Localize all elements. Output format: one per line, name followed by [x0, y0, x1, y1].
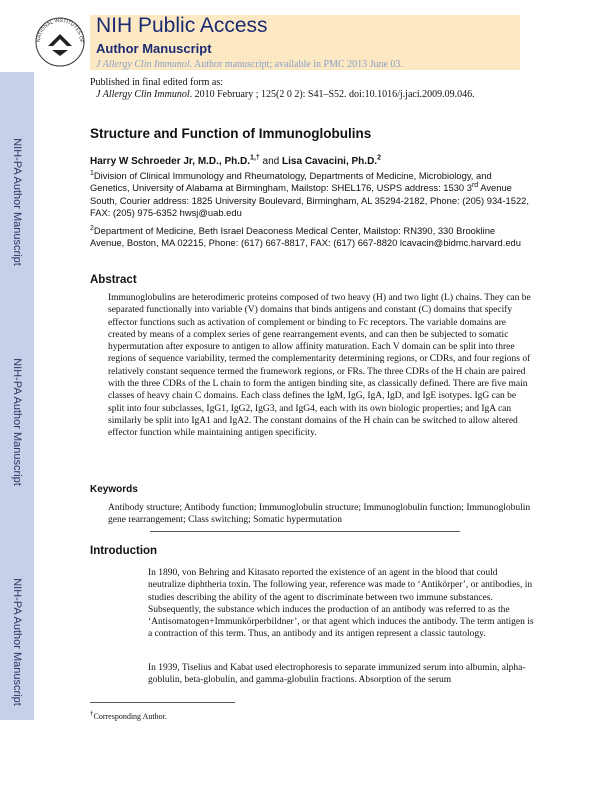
author-list: Harry W Schroeder Jr, M.D., Ph.D.$^{1,\dagger}$ and Lisa Cavacini, Ph.D.$^2$ [90, 154, 381, 167]
nih-logo-icon [34, 12, 86, 68]
abstract-heading: Abstract [90, 274, 137, 286]
nih-public-access-title: NIH Public Access [96, 14, 268, 37]
manuscript-sidebar [0, 72, 34, 720]
intro-paragraph-2: In 1939, Tiselius and Kabat used electrophoresis to separate immunized serum into albumin, alpha-goblulin, beta-globulin, and gamma-globulin fractions. Absorption of the serum [148, 663, 526, 686]
logo-text: NATIONAL INSTITUTES OF [35, 17, 85, 44]
keywords-text: Antibody structure; Antibody function; Immunoglobulin structure; Immunoglobulin function; Immunoglobulin gene rearrangement; Class switching; Somatic hypermutation [108, 503, 531, 526]
affiliation-1: $^1$Division of Clinical Immunology and Rheumatology, Departments of Medicine, Microbiology, and Genetics, University of Alabama at Birmingham, Mailstop: SHEL176, USPS address: 1530 3rd Avenue South, Courier address: 1825 University Boulevard, Birmingham, AL 35294-2182, Phone: (205) 934-1522, FAX: (205) 975-6352 hwsj@uab.edu [90, 169, 529, 218]
footnote-rule [90, 702, 235, 703]
footnote: †Corresponding Author. [90, 709, 167, 721]
author-manuscript-label: Author Manuscript [96, 41, 212, 56]
citation: J Allergy Clin Immunol. 2010 February ; 125(2 0 2): S41–S52. doi:10.1016/j.jaci.2009.09.046. [96, 89, 475, 100]
keywords-heading: Keywords [90, 484, 138, 495]
availability-note: J Allergy Clin Immunol. Author manuscript; available in PMC 2013 June 03. [96, 59, 403, 70]
sidebar-label: NIH-PA Author Manuscript [11, 358, 24, 486]
affiliation-2: $^2$Department of Medicine, Beth Israel Deaconess Medical Center, Mailstop: RN390, 330 Brookline Avenue, Boston, MA 02215, Phone: (617) 667-8817, FAX: (617) 667-8820 lcavacin@bidmc.harvard.edu [90, 224, 521, 249]
sidebar-label: NIH-PA Author Manuscript [11, 578, 24, 706]
intro-paragraph-1: In 1890, von Behring and Kitasato reported the existence of an agent in the blood that could neutralize diphtheria toxin. The following year, reference was made to ‘Antikörper’, or antibodies, in studies describing the ability of the agent to discriminate between two immune substances. Subsequently, the substance which induces the production of an antibody was referred to as the ‘Antisomatogen+Immunkörperbildner’, or that agent which induces the antibody. The term antigen is a contraction of this term. Thus, an antibody and its antigen represent a classic tautology. [148, 568, 534, 640]
section-divider [150, 531, 460, 532]
abstract-text: Immunoglobulins are heterodimeric proteins composed of two heavy (H) and two light (L) chains. They can be separated functionally into variable (V) domains that binds antigens and constant (C) domains that specify effector functions such as activation of complement or binding to Fc receptors. The variable domains are created by means of a complex series of gene rearrangement events, and can then be subjected to somatic hypermutation after exposure to antigen to allow affinity maturation. Each V domain can be split into three regions of sequence variability, termed the complementarity determining regions, or CDRs, and four regions of relatively constant sequence termed the framework regions, or FRs. The three CDRs of the H chain are paired with the three CDRs of the L chain to form the antigen binding site, as classically defined. There are five main classes of heavy chain C domains. Each class defines the IgM, IgG, IgA, IgD, and IgE isotypes. IgG can be split into four subclasses, IgG1, IgG2, IgG3, and IgG4, each with its own biologic properties; and IgA can similarly be split into IgA1 and IgA2. The constant domains of the H chain can be switched to allow altered effector function while maintaining antigen specificity. [108, 293, 531, 439]
published-in-label: Published in final edited form as: [90, 77, 224, 88]
introduction-heading: Introduction [90, 545, 158, 557]
paper-title: Structure and Function of Immunoglobulins [90, 126, 372, 141]
sidebar-label: NIH-PA Author Manuscript [11, 138, 24, 266]
